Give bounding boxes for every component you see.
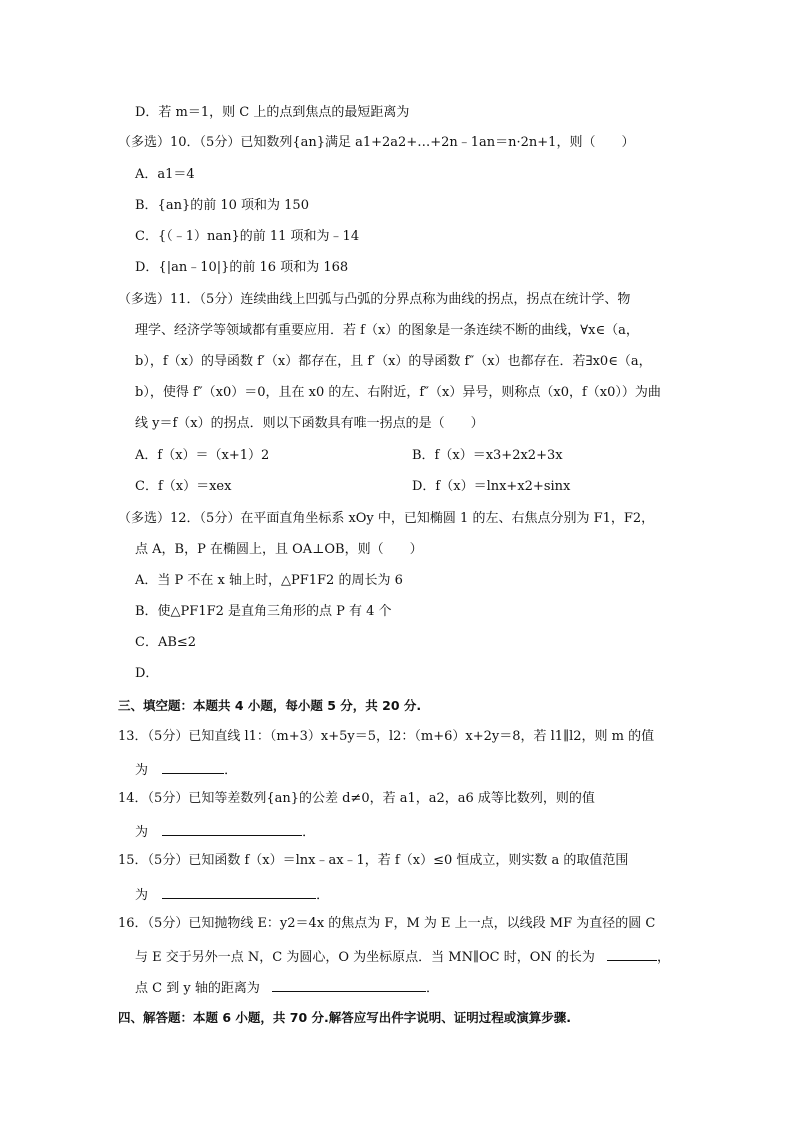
q12-option-d: D． (135, 666, 159, 681)
q16-line-1: 16．（5分）已知抛物线 E：y2＝4x 的焦点为 F，M 为 E 上一点，以线段 MF 为直径的圆 C (118, 916, 656, 931)
q16-period: ． (425, 981, 439, 996)
q13-line-2 (135, 759, 237, 780)
q14-answer-prefix: 为 (135, 825, 149, 840)
q10-option-a: A．a1＝4 (135, 167, 195, 182)
q15-line-2 (135, 884, 329, 905)
q12-line-2: 点 A，B，P 在椭圆上，且 OA⊥OB，则（ ） (135, 542, 423, 557)
q11-option-a: A．f（x）＝（x+1）2 (135, 448, 270, 463)
q9-option-d: D．若 m＝1，则 C 上的点到焦点的最短距离为 (135, 105, 410, 120)
q16-text-2: 与 E 交于另外一点 N，C 为圆心，O 为坐标原点．当 MN∥OC 时，ON 的长为 (135, 950, 595, 965)
q16-comma: ， (657, 950, 671, 965)
q14-answer-blank[interactable] (162, 821, 302, 836)
q16-answer-blank-2[interactable] (272, 977, 426, 992)
q12-line-1: （多选）12．（5分）在平面直角坐标系 xOy 中，已知椭圆 1 的左、右焦点分别为 F1，F2， (118, 511, 655, 526)
q12-option-a: A．当 P 不在 x 轴上时，△PF1F2 的周长为 6 (135, 573, 403, 588)
q12-option-c: C．AB≤2 (135, 635, 197, 650)
q10-option-c: C．{（﹣1）nan}的前 11 项和为﹣14 (135, 229, 360, 244)
q11-option-b: B．f（x）＝x3+2x2+3x (412, 448, 563, 463)
q15-answer-blank[interactable] (162, 884, 316, 899)
q11-line-1: （多选）11．（5分）连续曲线上凹弧与凸弧的分界点称为曲线的拐点，拐点在统计学、物 (118, 292, 631, 307)
q14-line-1: 14．（5分）已知等差数列{an}的公差 d≠0，若 a1，a2，a6 成等比数列，则的值 (118, 791, 595, 806)
q12-option-b: B．使△PF1F2 是直角三角形的点 P 有 4 个 (135, 604, 392, 619)
section-3-heading: 三、填空题：本题共 4 小题，每小题 5 分，共 20 分. (118, 698, 422, 713)
q13-period: ． (224, 763, 238, 778)
section-4-heading: 四、解答题：本题 6 小题，共 70 分.解答应写出件字说明、证明过程或演算步骤. (118, 1010, 571, 1025)
q16-line-3 (135, 977, 439, 998)
q14-period: ． (302, 825, 316, 840)
q16-line-2 (135, 946, 670, 967)
q16-text-3: 点 C 到 y 轴的距离为 (135, 981, 260, 996)
q14-line-2 (135, 821, 315, 842)
q15-answer-prefix: 为 (135, 888, 149, 903)
q11-option-c: C．f（x）＝xex (135, 479, 232, 494)
q10-option-b: B．{an}的前 10 项和为 150 (135, 198, 309, 213)
q11-line-3: b），f（x）的导函数 f′（x）都存在，且 f′（x）的导函数 f″（x）也都存在．若∃x0∈（a， (135, 354, 652, 369)
q13-answer-blank[interactable] (162, 759, 224, 774)
q15-period: ． (316, 888, 330, 903)
q11-line-4: b），使得 f″（x0）＝0，且在 x0 的左、右附近，f″（x）异号，则称点（x0，f（x0））为曲 (135, 385, 661, 400)
q11-line-5: 线 y＝f（x）的拐点．则以下函数具有唯一拐点的是（ ） (135, 416, 484, 431)
q11-line-2: 理学、经济学等领域都有重要应用．若 f（x）的图象是一条连续不断的曲线，∀x∈（a， (135, 323, 639, 338)
q11-option-d: D．f（x）＝lnx+x2+sinx (412, 479, 571, 494)
q13-answer-prefix: 为 (135, 763, 149, 778)
q16-answer-blank-1[interactable] (607, 946, 657, 961)
q13-line-1: 13．（5分）已知直线 l1：（m+3）x+5y＝5，l2：（m+6）x+2y＝8，若 l1∥l2，则 m 的值 (118, 729, 655, 744)
q10-option-d: D．{|an﹣10|}的前 16 项和为 168 (135, 260, 349, 275)
q10-stem: （多选）10．（5分）已知数列{an}满足 a1+2a2+…+2n﹣1an＝n·2n+1，则（ ） (118, 135, 635, 150)
q15-line-1: 15．（5分）已知函数 f（x）＝lnx﹣ax﹣1，若 f（x）≤0 恒成立，则实数 a 的取值范围 (118, 853, 629, 868)
